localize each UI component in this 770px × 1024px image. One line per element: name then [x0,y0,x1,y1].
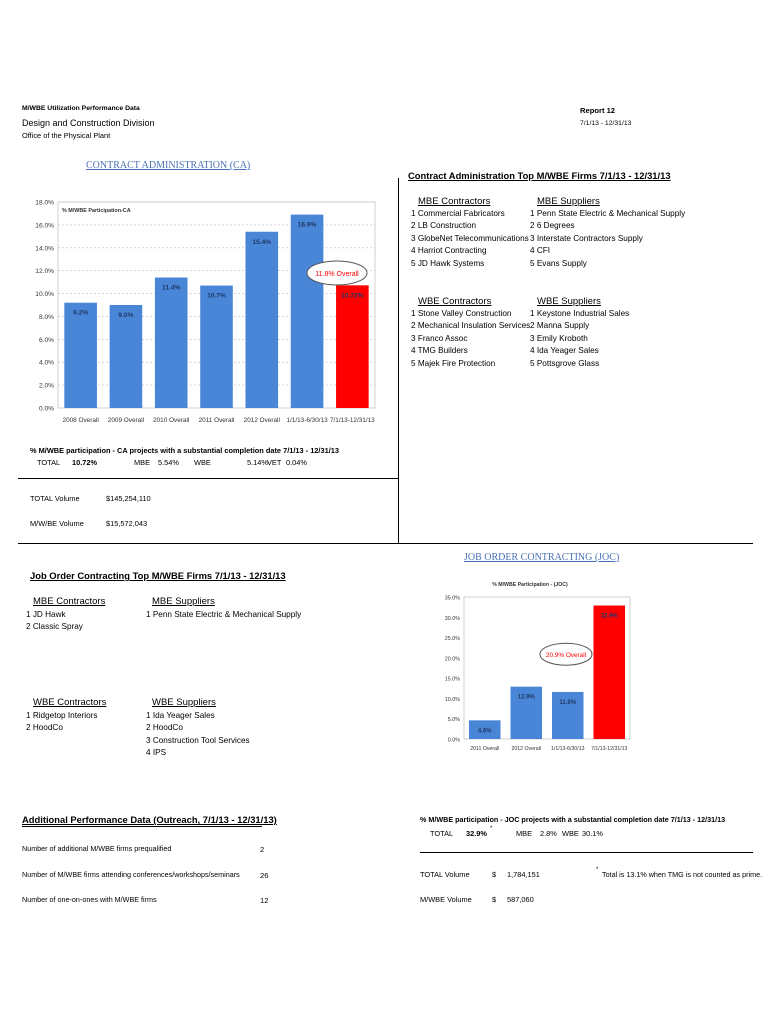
y-tick-label: 0.0% [38,405,54,413]
x-tick-label: 2011 Overall [470,746,500,752]
ca-vet-label: VET [267,458,282,467]
bar [155,278,188,408]
additional-row-value: 26 [260,871,269,880]
ca-firms-title: Contract Administration Top M/WBE Firms 7/1/13 - 12/31/13 [408,170,671,181]
annotation-label: 20.9% Overall [545,652,587,660]
x-tick-label: 2010 Overall [153,417,190,424]
annotation-label: 11.8% Overall [315,270,359,278]
y-tick-label: 35.0% [444,595,460,602]
list-item: 1 Keystone Industrial Sales [530,309,630,318]
y-tick-label: 10.0% [444,696,460,703]
data-label: 11.4% [162,284,181,292]
data-label: 11.6% [559,699,577,706]
joc-wbe-contractors-list [26,710,97,735]
office-name: Office of the Physical Plant [22,131,111,140]
data-label: 12.9% [517,694,535,701]
list-item: 5 Majek Fire Protection [411,358,496,368]
y-tick-label: 12.0% [35,268,54,276]
ca-total-label: TOTAL [37,458,61,467]
section-divider [18,543,753,544]
ca-wbe-suppliers-head: WBE Suppliers [537,296,601,307]
ca-divider [18,478,398,479]
additional-title: Additional Performance Data (Outreach, 7/1/13 - 12/31/13) [22,814,277,825]
joc-wbe-contractors-head: WBE Contractors [33,697,107,708]
joc-asterisk: * [490,826,493,832]
data-label: 15.4% [252,238,272,246]
y-tick-label: 8.0% [38,313,54,321]
y-tick-label: 6.0% [38,336,54,344]
joc-firms-title: Job Order Contracting Top M/WBE Firms 7/1/13 - 12/31/13 [30,570,286,581]
data-label: 32.9% [600,613,618,620]
list-item: 2 LB Construction [411,221,477,231]
joc-mbe-suppliers-head: MBE Suppliers [152,596,215,607]
list-item: 3 GlobeNet Telecommunications [411,233,529,243]
list-item: 1 Penn State Electric & Mechanical Supply [530,209,686,218]
y-tick-label: 5.0% [447,717,460,724]
ca-total-volume-label: TOTAL Volume [30,494,80,503]
vertical-divider [398,178,399,543]
ca-vet-value: 0.04% [286,458,307,467]
x-tick-label: 1/1/13-6/30/13 [286,417,328,424]
ca-mbe-value: 5.54% [158,458,179,467]
ca-mbe-contractors-list [411,208,529,270]
bar [245,232,278,408]
joc-wbe-value: 30.1% [582,829,603,838]
list-item: 1 Penn State Electric & Mechanical Supply [146,610,302,619]
ca-wbe-contractors-list [411,308,530,370]
joc-mbe-label: MBE [516,829,533,838]
additional-row-label: Number of M/WBE firms attending conferences/workshops/seminars [22,870,240,879]
joc-mwbe-volume-label: M/WBE Volume [420,895,472,904]
y-tick-label: 0.0% [447,737,460,744]
ca-mbe-suppliers-list [530,208,685,270]
series-label: % M/WBE Participation-CA [62,208,131,214]
joc-total-label: TOTAL [430,829,454,838]
ca-wbe-suppliers-list [530,308,629,370]
y-tick-label: 14.0% [35,245,54,253]
list-item: 1 Ridgetop Interiors [26,711,98,720]
x-tick-label: 2012 Overall [511,746,541,752]
list-item: 3 Franco Assoc [411,333,468,343]
x-tick-label: 2012 Overall [243,417,280,424]
joc-divider [420,852,753,853]
joc-total-value: 32.9% [466,829,487,838]
y-tick-label: 2.0% [38,382,54,390]
ca-total-volume-value: $145,254,110 [106,494,151,503]
bar [336,285,369,408]
joc-participation-chart [420,576,635,758]
x-tick-label: 2008 Overall [62,417,99,424]
bar [64,303,97,408]
division-name: Design and Construction Division [22,118,155,128]
list-item: 5 Pottsgrove Glass [530,358,600,368]
ca-wbe-value: 5.14% [247,458,268,467]
report-title: M/WBE Utilization Performance Data [22,105,140,112]
list-item: 5 Evans Supply [530,258,587,268]
footnote-mark: * [596,867,599,873]
bar [291,215,324,408]
y-tick-label: 16.0% [35,222,54,230]
joc-mwbe-volume-value: 587,060 [507,895,534,904]
list-item: 4 Ida Yeager Sales [530,346,599,356]
ca-mbe-contractors-head: MBE Contractors [418,196,491,207]
list-item: 2 Classic Spray [26,622,83,632]
list-item: 2 Mechanical Insulation Services [411,321,531,331]
list-item: 4 IPS [146,748,167,758]
data-label: 10.72% [341,292,364,300]
list-item: 2 Manna Supply [530,321,590,331]
joc-wbe-suppliers-head: WBE Suppliers [152,697,216,708]
list-item: 1 Stone Valley Construction [411,309,512,318]
ca-mbe-label: MBE [134,458,151,467]
ca-total-value: 10.72% [72,458,98,467]
additional-row-label: Number of one-on-ones with M/WBE firms [22,895,157,904]
y-tick-label: 30.0% [444,615,460,622]
joc-mbe-contractors-list [26,609,83,634]
list-item: 4 TMG Builders [411,346,468,356]
joc-participation-heading: % M/WBE participation - JOC projects with a substantial completion date 7/1/13 - 12/31/13 [420,815,726,824]
joc-total-volume-label: TOTAL Volume [420,870,470,879]
list-item: 5 JD Hawk Systems [411,258,485,268]
ca-mwbe-volume-label: M/W/BE Volume [30,519,84,528]
bar [593,606,625,739]
joc-mbe-value: 2.8% [540,829,557,838]
additional-row-label: Number of additional M/WBE firms prequalified [22,844,172,853]
x-tick-label: 1/1/13-6/30/13 [551,746,585,752]
data-label: 16.9% [297,221,317,229]
joc-footnote: Total is 13.1% when TMG is not counted as prime. [602,870,763,879]
joc-mbe-suppliers-list [146,609,301,621]
joc-wbe-label: WBE [562,829,579,838]
series-label: % M/WBE Participation - (JOC) [492,582,568,588]
ca-section-title: CONTRACT ADMINISTRATION (CA) [86,160,251,171]
joc-total-volume-value: 1,784,151 [507,870,540,879]
data-label: 9.2% [73,309,89,317]
y-tick-label: 20.0% [444,656,460,663]
joc-wbe-suppliers-list [146,710,250,760]
y-tick-label: 18.0% [35,199,54,207]
x-tick-label: 2011 Overall [198,417,235,424]
data-label: 9.0% [118,312,134,319]
report-number: Report 12 [580,106,616,115]
list-item: 4 Harriot Contracting [411,246,487,256]
y-tick-label: 4.0% [38,359,54,367]
list-item: 1 Commercial Fabricators [411,209,505,218]
x-tick-label: 7/1/13-12/31/13 [329,417,375,424]
list-item: 2 HoodCo [146,723,183,733]
additional-row-value: 12 [260,896,269,905]
bar [110,305,143,408]
y-tick-label: 25.0% [444,636,460,643]
joc-total-volume-currency: $ [492,870,497,879]
y-tick-label: 10.0% [35,291,54,299]
data-label: 10.7% [207,292,226,300]
ca-mwbe-volume-value: $15,572,043 [106,519,148,528]
joc-mwbe-volume-currency: $ [492,895,497,904]
data-label: 4.6% [477,728,492,735]
header-date-range: 7/1/13 - 12/31/13 [580,120,632,127]
ca-wbe-label: WBE [194,458,211,467]
ca-wbe-contractors-head: WBE Contractors [418,296,492,307]
list-item: 1 Ida Yeager Sales [146,711,215,720]
bar [200,286,233,408]
list-item: 3 Emily Kroboth [530,333,588,343]
list-item: 4 CFI [530,246,551,256]
ca-participation-chart [0,190,400,430]
list-item: 1 JD Hawk [26,610,66,619]
joc-section-title: JOB ORDER CONTRACTING (JOC) [464,552,620,563]
list-item: 2 HoodCo [26,723,63,733]
joc-mbe-contractors-head: MBE Contractors [33,596,106,607]
x-tick-label: 7/1/13-12/31/13 [591,746,628,752]
additional-row-value: 2 [260,845,265,854]
y-tick-label: 15.0% [444,676,460,683]
ca-mbe-suppliers-head: MBE Suppliers [537,196,600,207]
additional-underline [22,826,262,827]
list-item: 2 6 Degrees [530,221,575,231]
list-item: 3 Construction Tool Services [146,735,250,745]
list-item: 3 Interstate Contractors Supply [530,233,643,243]
x-tick-label: 2009 Overall [107,417,145,424]
ca-participation-heading: % M/WBE participation - CA projects with a substantial completion date 7/1/13 - 12/31/13 [30,446,339,455]
